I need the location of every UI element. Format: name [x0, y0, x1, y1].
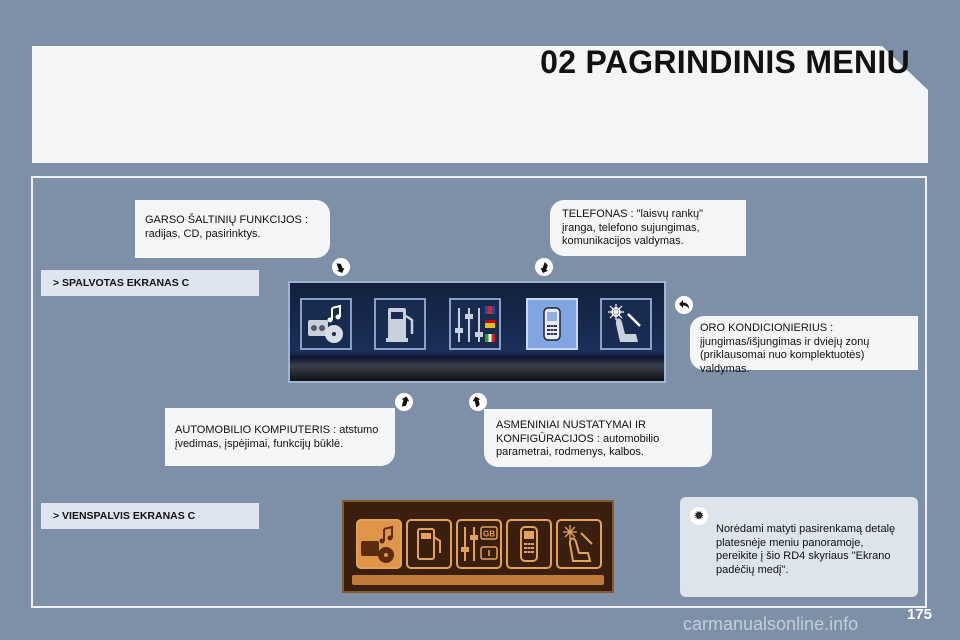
callout-settings: ASMENINIAI NUSTATYMAI IR KONFIGŪRACIJOS : automobilio parametrai, rodmenys, kalbos.	[484, 409, 712, 467]
callout-climate: ORO KONDICIONIERIUS : įjungimas/išjungimas ir dviejų zonų (priklausomai nuo komplektuotės) valdymas.	[690, 316, 918, 370]
mono-tile-computer[interactable]	[406, 519, 452, 569]
arrow-up-right-icon	[395, 393, 413, 411]
mobile-phone-icon	[528, 300, 576, 348]
mono-tile-settings[interactable]	[456, 519, 502, 569]
menu-tile-phone[interactable]	[526, 298, 578, 350]
color-screen-display	[288, 281, 666, 383]
page-title: 02 PAGRINDINIS MENIU	[540, 44, 910, 80]
radio-cd-icon	[302, 300, 350, 348]
language-badge: GB	[483, 529, 495, 539]
menu-tile-climate[interactable]	[600, 298, 652, 350]
mono-tile-climate[interactable]	[556, 519, 602, 569]
info-note	[680, 497, 918, 597]
mobile-phone-icon	[508, 521, 550, 567]
climate-seat-fan-icon	[602, 300, 650, 348]
mono-status-bar	[352, 575, 604, 585]
arrow-left-curved-icon	[675, 296, 693, 314]
section-color-screen: > SPALVOTAS EKRANAS C	[41, 270, 259, 296]
fuel-pump-icon	[376, 300, 424, 348]
section-mono-screen: > VIENSPALVIS EKRANAS C	[41, 503, 259, 529]
info-note-text: Norėdami matyti pasirenkamą detalę platesnėje meniu panoramoje, pereikite į šio RD4 skyriaus "Ekrano padėčių medį".	[716, 523, 896, 576]
menu-tile-settings[interactable]	[449, 298, 501, 350]
arrow-down-right-icon	[332, 258, 350, 276]
callout-phone: TELEFONAS : "laisvų rankų" įranga, telefono sujungimas, komunikacijos valdymas.	[550, 200, 746, 256]
menu-tile-audio[interactable]	[300, 298, 352, 350]
callout-audio: GARSO ŠALTINIŲ FUNKCIJOS : radijas, CD, pasirinktys.	[135, 200, 330, 258]
arrow-down-left-icon	[535, 258, 553, 276]
arrow-up-left-icon	[469, 393, 487, 411]
callout-computer: AUTOMOBILIO KOMPIUTERIS : atstumo įvedimas, įspėjimai, funkcijų būklė.	[165, 408, 395, 466]
fuel-pump-icon	[408, 521, 450, 567]
watermark-text: carmanualsonline.info	[683, 614, 859, 634]
info-bulb-icon: ✹	[690, 507, 708, 525]
mono-tile-phone[interactable]	[506, 519, 552, 569]
settings-sliders-flags-icon	[451, 300, 499, 348]
mono-tile-audio[interactable]	[356, 519, 402, 569]
settings-sliders-icon	[458, 521, 500, 567]
mono-screen-display	[342, 500, 614, 593]
menu-tile-computer[interactable]	[374, 298, 426, 350]
page-number: 175	[906, 606, 932, 623]
climate-seat-fan-icon	[558, 521, 600, 567]
radio-cd-icon	[358, 521, 400, 567]
